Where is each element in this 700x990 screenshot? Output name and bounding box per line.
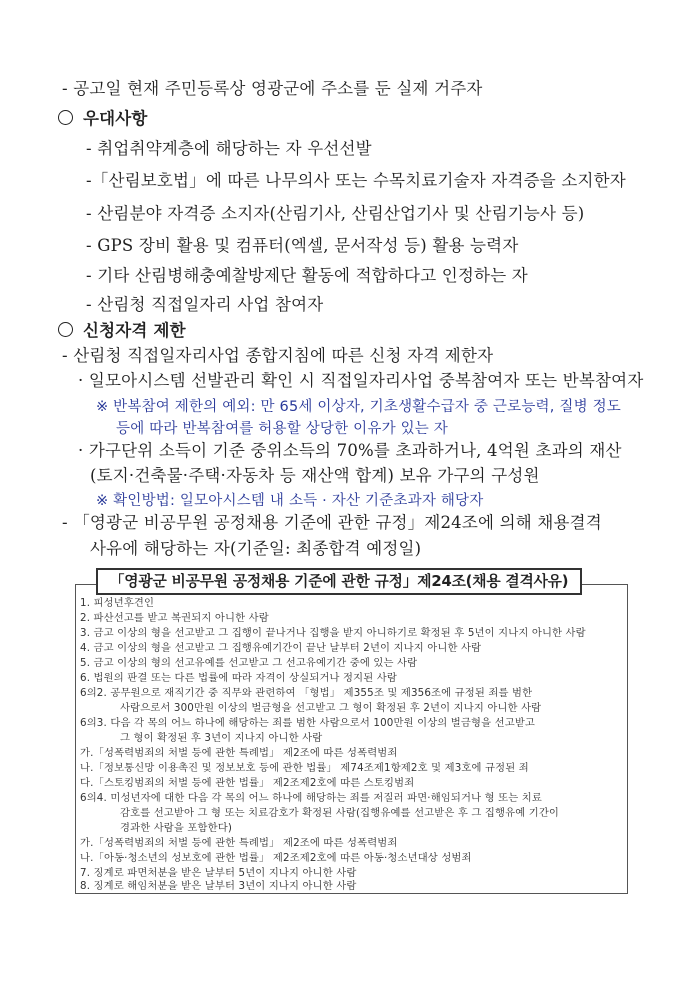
restriction-item: - 「영광군 비공무원 공정채용 기준에 관한 규정」제24조에 의해 채용결격 <box>62 513 602 532</box>
regulation-row-continued: 경과한 사람을 포함한다) <box>120 822 232 834</box>
restriction-heading <box>58 320 186 342</box>
regulation-row: 6의4. 미성년자에 대한 다음 각 목의 어느 하나에 해당하는 죄를 저질러 파면·해임되거나 형 또는 치료 <box>80 792 542 804</box>
regulation-row: 나.「정보통신망 이용촉진 및 정보보호 등에 관한 법률」 제74조제1항제2호 및 제3호에 규정된 죄 <box>80 762 529 774</box>
regulation-row: 1. 피성년후견인 <box>80 597 155 609</box>
restriction-note: ※ 확인방법: 일모아시스템 내 소득 · 자산 기준초과자 해당자 <box>96 493 484 509</box>
restriction-note-continued: 등에 따라 반복참여를 허용할 상당한 이유가 있는 자 <box>116 421 449 437</box>
hollow-circle-bullet-icon <box>58 322 73 337</box>
restriction-subitem: · 일모아시스템 선발관리 확인 시 직접일자리사업 중복참여자 또는 반복참여자 <box>78 371 644 390</box>
restriction-subitem: · 가구단위 소득이 기준 중위소득의 70%를 초과하거나, 4억원 초과의 재산 <box>78 441 622 460</box>
regulation-row-continued: 사람으로서 300만원 이상의 벌금형을 선고받고 그 형이 확정된 후 2년이 지나지 아니한 사람 <box>120 702 542 714</box>
regulation-row: 다.「스토킹범죄의 처벌 등에 관한 법률」 제2조제2호에 따른 스토킹범죄 <box>80 777 415 789</box>
regulation-box-title: 「영광군 비공무원 공정채용 기준에 관한 규정」제24조(채용 결격사유) <box>96 568 582 595</box>
regulation-row: 8. 징계로 해임처분을 받은 날부터 3년이 지나지 아니한 사람 <box>80 880 357 892</box>
regulation-row: 6의2. 공무원으로 재직기간 중 직무와 관련하여 「형법」 제355조 및 제356조에 규정된 죄를 범한 <box>80 687 533 699</box>
regulation-row: 6의3. 다음 각 목의 어느 하나에 해당하는 죄를 범한 사람으로서 100만원 이상의 벌금형을 선고받고 <box>80 717 536 729</box>
hollow-circle-bullet-icon <box>58 110 73 125</box>
restriction-item-continued: 사유에 해당하는 자(기준일: 최종합격 예정일) <box>90 539 422 558</box>
regulation-row: 나.「아동·청소년의 성보호에 관한 법률」 제2조제2호에 따른 아동·청소년대상 성범죄 <box>80 852 472 864</box>
regulation-row-continued: 감호를 선고받아 그 형 또는 치료감호가 확정된 사람(집행유예를 선고받은 후 그 집행유예 기간이 <box>120 807 560 819</box>
regulation-row-continued: 그 형이 확정된 후 3년이 지나지 아니한 사람 <box>120 732 323 744</box>
preference-heading <box>58 108 148 130</box>
preference-item: - 취업취약계층에 해당하는 자 우선선발 <box>86 139 372 158</box>
residency-item: - 공고일 현재 주민등록상 영광군에 주소를 둔 실제 거주자 <box>62 79 483 98</box>
regulation-row: 4. 금고 이상의 형을 선고받고 그 집행유예기간이 끝난 날부터 2년이 지나지 아니한 사람 <box>80 642 482 654</box>
preference-item: -「산림보호법」에 따른 나무의사 또는 수목치료기술자 자격증을 소지한자 <box>86 171 626 190</box>
regulation-row: 가.「성폭력범죄의 처벌 등에 관한 특례법」 제2조에 따른 성폭력범죄 <box>80 747 398 759</box>
preference-item: - GPS 장비 활용 및 컴퓨터(엑셀, 문서작성 등) 활용 능력자 <box>86 236 519 255</box>
restriction-item: - 산림청 직접일자리사업 종합지침에 따른 신청 자격 제한자 <box>62 346 494 365</box>
regulation-row: 5. 금고 이상의 형의 선고유예를 선고받고 그 선고유예기간 중에 있는 사람 <box>80 657 418 669</box>
preference-item: - 기타 산림병해충예찰방제단 활동에 적합하다고 인정하는 자 <box>86 266 528 285</box>
restriction-note: ※ 반복참여 제한의 예외: 만 65세 이상자, 기초생활수급자 중 근로능력, 질병 정도 <box>96 399 622 415</box>
regulation-row: 7. 징계로 파면처분을 받은 날부터 5년이 지나지 아니한 사람 <box>80 867 357 879</box>
restriction-heading-text: 신청자격 제한 <box>83 321 186 340</box>
preference-item: - 산림청 직접일자리 사업 참여자 <box>86 295 324 314</box>
preference-heading-text: 우대사항 <box>83 109 148 128</box>
preference-item: - 산림분야 자격증 소지자(산림기사, 산림산업기사 및 산림기능사 등) <box>86 204 585 223</box>
regulation-row: 3. 금고 이상의 형을 선고받고 그 집행이 끝나거나 집행을 받지 아니하기로 확정된 후 5년이 지나지 아니한 사람 <box>80 627 586 639</box>
restriction-subitem-continued: (토지·건축물·주택·자동차 등 재산액 합계) 보유 가구의 구성원 <box>90 466 540 485</box>
regulation-row: 2. 파산선고를 받고 복권되지 아니한 사람 <box>80 612 269 624</box>
regulation-row: 가.「성폭력범죄의 처벌 등에 관한 특례법」 제2조에 따른 성폭력범죄 <box>80 837 398 849</box>
regulation-row: 6. 법원의 판결 또는 다른 법률에 따라 자격이 상실되거나 정지된 사람 <box>80 672 397 684</box>
